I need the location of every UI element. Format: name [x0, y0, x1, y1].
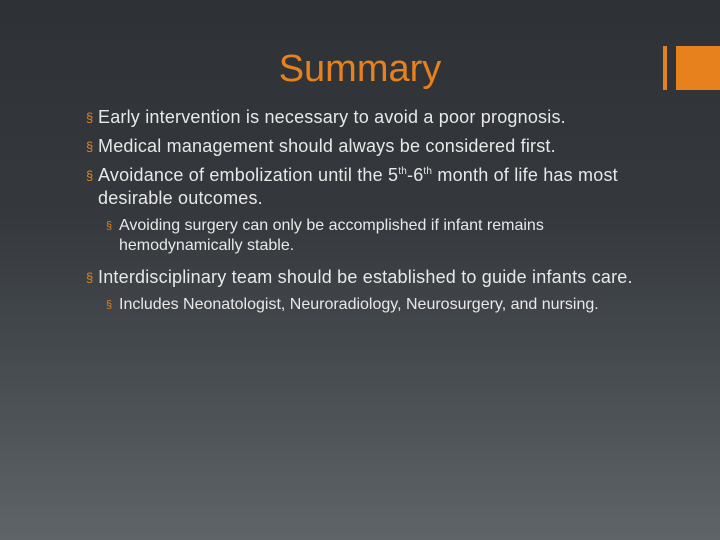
sub-bullet-item-avoiding-surgery — [86, 216, 646, 256]
bullet-icon: § — [106, 220, 113, 232]
bullet-item-early-intervention — [86, 106, 646, 129]
bullet-text-part: month of life has most desirable outcomes. — [98, 165, 618, 208]
bullet-text-part: Avoidance of embolization until the 5 — [98, 165, 399, 185]
bullet-text: Includes Neonatologist, Neuroradiology, Neurosurgery, and nursing. — [119, 296, 599, 313]
superscript: th — [423, 166, 433, 177]
slide-title: Summary — [278, 48, 442, 90]
bullet-icon: § — [86, 110, 94, 125]
bullet-item-interdisciplinary-team — [86, 266, 646, 289]
superscript: th — [398, 166, 408, 177]
bullet-icon: § — [86, 168, 94, 183]
accent-bar-thin — [663, 46, 667, 90]
bullet-item-avoidance-embolization — [86, 164, 646, 210]
bullet-text: Early intervention is necessary to avoid a poor prognosis. — [98, 107, 566, 127]
bullet-icon: § — [86, 139, 94, 154]
bullet-item-medical-management — [86, 135, 646, 158]
bullet-text: Avoiding surgery can only be accomplished if infant remains hemodynamically stable. — [119, 217, 544, 254]
accent-bars — [663, 46, 720, 90]
accent-bar-thick — [676, 46, 720, 90]
bullet-list — [86, 106, 646, 321]
bullet-icon: § — [86, 270, 94, 285]
bullet-icon: § — [106, 299, 113, 311]
bullet-text: Interdisciplinary team should be established to guide infants care. — [98, 267, 633, 287]
bullet-text: Medical management should always be considered first. — [98, 136, 556, 156]
sub-bullet-item-includes — [86, 295, 646, 315]
bullet-text-part: -6 — [407, 165, 424, 185]
